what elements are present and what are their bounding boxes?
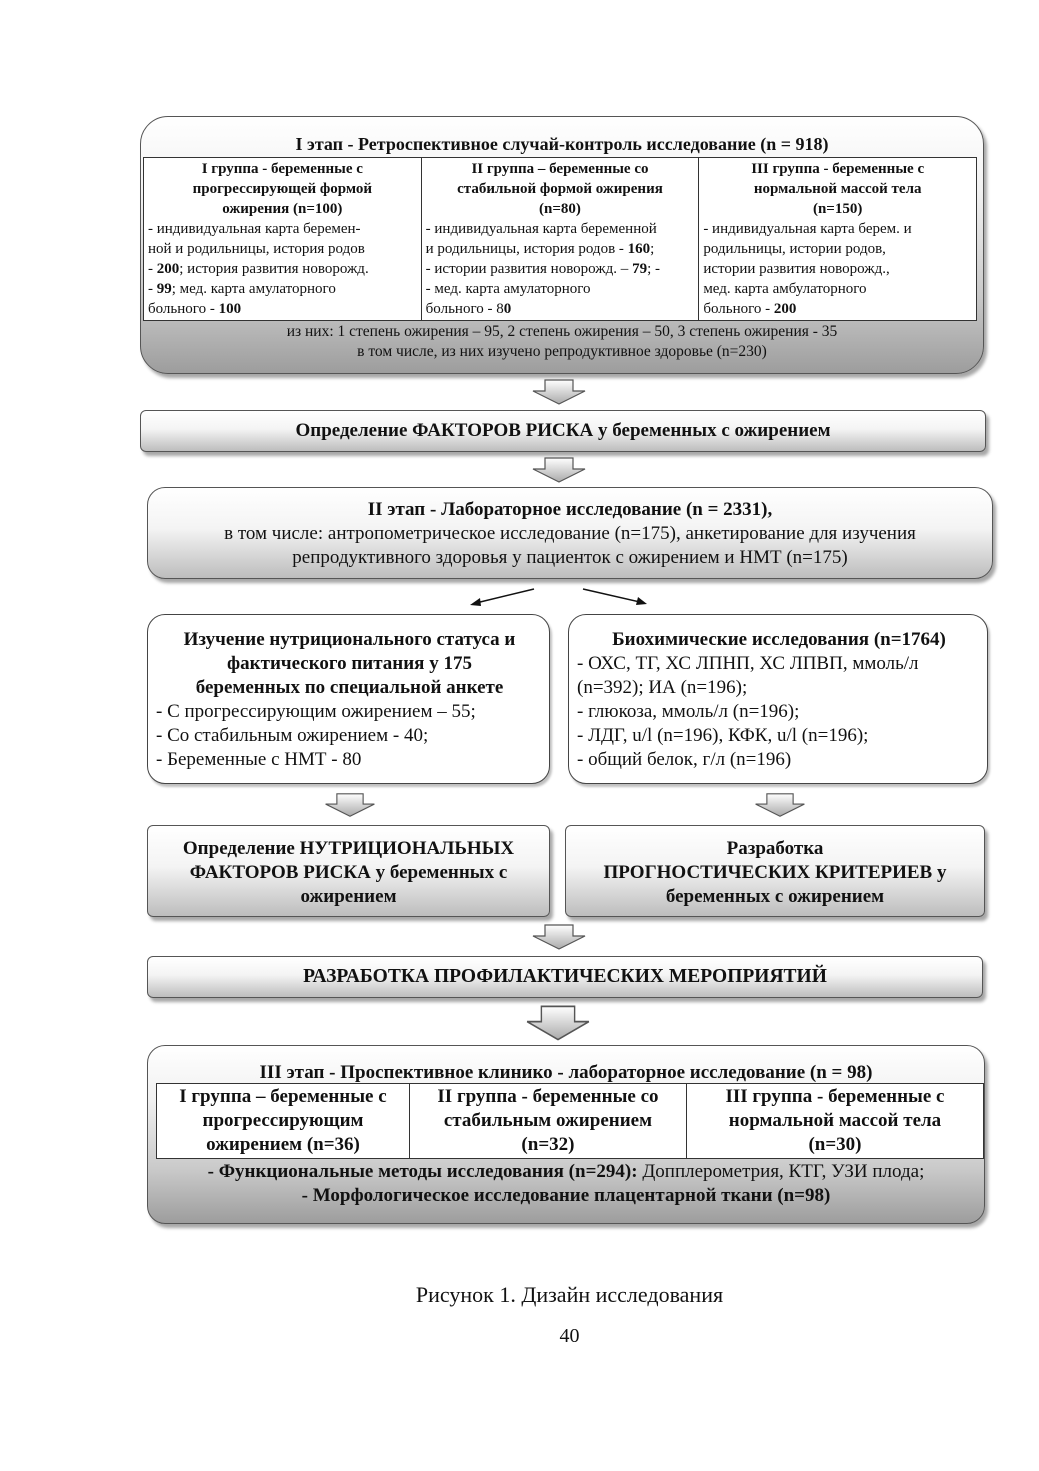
stage3-group-line: нормальной массой тела: [728, 1110, 942, 1131]
stage3-group-1: [157, 1084, 410, 1159]
stage2-box: [147, 487, 993, 579]
nutrition-title-line: Изучение нутриционального статуса и: [183, 629, 516, 650]
group-body-line: - мед. карта амулаторного: [425, 281, 591, 297]
stage3-group-line: стабильным ожирением: [443, 1110, 653, 1131]
group-body-line: ной и родильницы, история родов: [148, 241, 365, 257]
risk-factors-box: Определение ФАКТОРОВ РИСКА у беременных с ожирением: [140, 410, 986, 452]
stage3-methods: [148, 1160, 984, 1208]
nutrition-item: - С прогрессирующим ожирением – 55;: [156, 701, 476, 722]
stage3-group-2: [409, 1084, 686, 1159]
stage1-title: I этап - Ретроспективное случай-контроль исследование (n = 918): [295, 134, 829, 154]
down-arrow-icon: [527, 457, 591, 483]
biochem-item: - глюкоза, ммоль/л (n=196);: [577, 701, 800, 722]
stage3-group-3: [686, 1084, 983, 1159]
stage3-morph: - Морфологическое исследование плацентарной ткани (n=98): [301, 1185, 831, 1206]
down-arrow-icon: [520, 1005, 596, 1041]
group-header-line: I группа - беременные с: [201, 161, 363, 177]
group-header-line: III группа - беременные с: [751, 161, 925, 177]
down-arrow-icon: [750, 792, 810, 818]
group-body-line: и родильницы, история родов - 160;: [425, 241, 655, 257]
group-body-line: мед. карта амбулаторного: [703, 281, 867, 297]
group-header-line: стабильной формой ожирения: [457, 181, 663, 197]
group-body-line: истории развития новорожд.,: [703, 261, 890, 277]
stage3-methods-bold: - Функциональные методы исследования (n=294):: [207, 1161, 638, 1182]
stage2-line: репродуктивного здоровья у пациенток с ожирением и НМТ (n=175): [292, 547, 848, 568]
group-body-line: - истории развития новорожд. – 79; -: [425, 261, 660, 277]
biochem-item: (n=392); ИА (n=196);: [577, 677, 748, 698]
stage3-group-line: (n=30): [808, 1134, 862, 1155]
stage1-group-3: [699, 158, 977, 321]
stage3-box: [147, 1045, 985, 1224]
group-header-line: ожирения (n=100): [222, 201, 343, 217]
group-header-line: нормальной массой тела: [753, 181, 922, 197]
nutri-factors-line: ожирением: [300, 886, 397, 907]
group-body-line: - 200; история развития новорожд.: [148, 261, 369, 277]
group-body-line: родильницы, истории родов,: [703, 241, 886, 257]
group-body-line: больного - 80: [425, 301, 512, 317]
prognostic-line: Разработка: [726, 838, 824, 859]
group-body-line: больного - 200: [703, 301, 797, 317]
stage1-footer-line: из них: 1 степень ожирения – 95, 2 степень ожирения – 50, 3 степень ожирения - 35: [286, 323, 838, 340]
down-arrow-icon: [527, 379, 591, 405]
down-arrow-icon: [320, 792, 380, 818]
stage2-line: в том числе: антропометрическое исследование (n=175), анкетирование для изучения: [224, 523, 916, 544]
group-body-line: больного - 100: [148, 301, 242, 317]
stage1-group-1: [144, 158, 422, 321]
stage3-methods-rest: Допплерометрия, КТГ, УЗИ плода;: [637, 1161, 925, 1182]
nutri-factors-line: ФАКТОРОВ РИСКА у беременных с: [189, 862, 508, 883]
stage3-group-line: прогрессирующим: [202, 1110, 364, 1131]
group-header-line: (n=150): [812, 201, 863, 217]
nutrition-title-line: беременных по специальной анкете: [195, 677, 504, 698]
nutritional-risk-factors-box: [147, 825, 550, 917]
stage3-groups-table: [156, 1083, 984, 1159]
biochem-box: [568, 614, 988, 784]
stage2-title: II этап - Лабораторное исследование (n = 2331),: [367, 499, 773, 520]
split-arrow-right-icon: [580, 586, 650, 608]
figure-caption: Рисунок 1. Дизайн исследования: [415, 1282, 724, 1307]
group-body-line: - индивидуальная карта беременной: [425, 221, 657, 237]
prognostic-line: беременных с ожирением: [665, 886, 885, 907]
split-arrow-left-icon: [468, 586, 538, 608]
nutrition-title-line: фактического питания у 175: [227, 653, 472, 674]
biochem-item: - ЛДГ, u/l (n=196), КФК, u/l (n=196);: [577, 725, 869, 746]
prevention-box: РАЗРАБОТКА ПРОФИЛАКТИЧЕСКИХ МЕРОПРИЯТИЙ: [147, 956, 983, 998]
group-header-line: (n=80): [539, 201, 581, 217]
nutrition-box: [147, 614, 550, 784]
group-header-line: II группа – беременные со: [471, 161, 649, 177]
stage3-group-line: (n=32): [521, 1134, 575, 1155]
down-arrow-icon: [527, 924, 591, 950]
prognostic-criteria-box: [565, 825, 985, 917]
group-header-line: прогрессирующей формой: [192, 181, 373, 197]
biochem-title: Биохимические исследования (n=1764): [612, 629, 946, 650]
stage1-groups-table: [143, 157, 977, 321]
nutrition-item: - Со стабильным ожирением - 40;: [156, 725, 429, 746]
nutrition-item: - Беременные с НМТ - 80: [156, 749, 362, 770]
group-body-line: - индивидуальная карта берем. и: [703, 221, 912, 237]
stage3-group-line: II группа - беременные со: [437, 1086, 659, 1107]
stage1-group-2: [421, 158, 699, 321]
stage3-group-line: I группа – беременные с: [179, 1086, 387, 1107]
stage1-footer-line: в том числе, из них изучено репродуктивное здоровье (n=230): [357, 343, 767, 360]
prognostic-line: ПРОГНОСТИЧЕСКИХ КРИТЕРИЕВ у: [603, 862, 947, 883]
stage3-group-line: ожирением (n=36): [206, 1134, 360, 1155]
biochem-item: - общий белок, г/л (n=196): [577, 749, 792, 770]
stage3-title: III этап - Проспективное клинико - лабораторное исследование (n = 98): [259, 1062, 873, 1083]
page-number: 40: [559, 1325, 580, 1347]
nutri-factors-line: Определение НУТРИЦИОНАЛЬНЫХ: [182, 838, 515, 859]
stage1-footer: [141, 322, 983, 362]
group-body-line: - индивидуальная карта беремен-: [148, 221, 361, 237]
biochem-item: - ОХС, ТГ, ХС ЛПНП, ХС ЛПВП, ммоль/л: [577, 653, 919, 674]
stage3-group-line: III группа - беременные с: [725, 1086, 945, 1107]
stage1-box: [140, 116, 984, 374]
group-body-line: - 99; мед. карта амулаторного: [148, 281, 336, 297]
